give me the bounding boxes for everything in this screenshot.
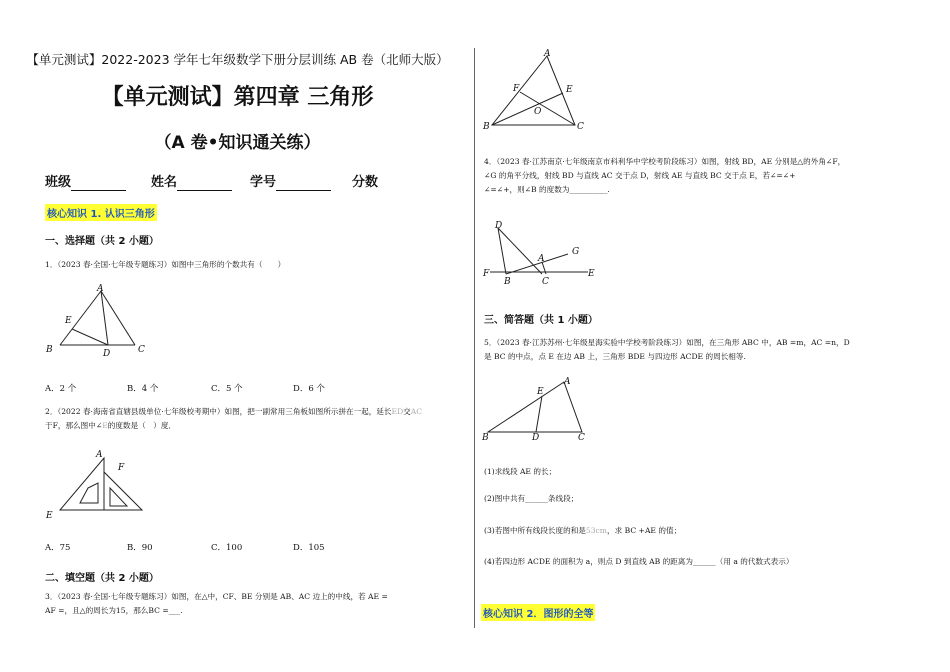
name-label: 姓名 (151, 175, 178, 190)
q2-option-c[interactable]: C．100 (211, 543, 243, 553)
q3-figure (480, 48, 595, 133)
q5-sub-3-value: 53cm (585, 526, 608, 535)
question-2 (45, 405, 465, 433)
page-title: 【单元测试】第四章 三角形 (101, 85, 374, 110)
q5-sub-1: (1)求线段 AE 的长； (484, 467, 557, 476)
q3-label-f: F (513, 84, 520, 94)
knowledge-heading-1: 核心知识 1. 认识三角形 (45, 204, 157, 221)
q5-label-b: B (482, 433, 489, 443)
q4-text-3: F， (832, 157, 846, 166)
q2-option-a[interactable]: A．75 (45, 543, 71, 553)
q2-label-f: F (118, 463, 125, 473)
q4-text-10: + (503, 185, 510, 194)
q4-text-11: ，则∠ (509, 185, 532, 194)
q2-math-1: ED (391, 407, 404, 416)
section-choice: 一、选择题（共 2 小题） (45, 236, 159, 247)
q5-label-e: E (537, 387, 544, 397)
q2-label-a: A (96, 450, 103, 460)
section-short-answer: 三、简答题（共 1 小题） (484, 315, 598, 326)
id-blank[interactable] (276, 175, 331, 191)
q5-label-a: A (564, 377, 571, 387)
q3-label-o: O (534, 107, 542, 117)
q3-label-a: A (544, 49, 551, 59)
q1-option-c[interactable]: C．5 个 (211, 384, 243, 394)
q1-label-e: E (65, 316, 72, 326)
q3-label-e: E (566, 85, 573, 95)
q4-label-f: F (483, 269, 490, 279)
page-header-line: 【单元测试】2022-2023 学年七年级数学下册分层训练 AB 卷（北师大版） (26, 52, 449, 67)
q4-label-e: E (588, 269, 595, 279)
q1-label-c: C (138, 345, 145, 355)
q4-text-12: B 的度数为__________. (531, 185, 610, 194)
q3-text-3: AF = (45, 606, 65, 615)
q3-text-4: ，且△ (64, 606, 86, 615)
q5-label-d: D (532, 433, 540, 443)
q2-math-3: E (102, 421, 108, 430)
q3-text-1: 3．（2023 春·全国·七年级专题练习）如图，在△ (45, 592, 208, 601)
q2-option-d[interactable]: D．105 (293, 543, 325, 553)
column-divider (474, 48, 475, 628)
question-3 (45, 590, 465, 618)
q5-sub-3-text-b: ，求 BC + (607, 526, 645, 535)
q4-text-2: 的外角∠ (803, 157, 833, 166)
q2-text-2: 交 (403, 407, 411, 416)
name-blank[interactable] (177, 175, 232, 191)
q4-text-6: =∠ (776, 171, 790, 180)
id-field (250, 171, 331, 191)
q5-sub-3-text-c: AE 的值； (644, 526, 682, 535)
q5-text-1: 5．（2023 春·江苏苏州·七年级星海实验中学校考阶段练习）如图，在三角形 ABC 中，AB = (484, 338, 797, 347)
q1-option-a[interactable]: A．2 个 (45, 384, 77, 394)
knowledge-heading-2: 核心知识 2．图形的全等 (481, 604, 595, 621)
q5-sub-3-text-a: (3)若图中所有线段长度的和是 (484, 526, 586, 535)
q4-text-8: ∠ (484, 185, 491, 194)
q4-label-a: A (538, 254, 545, 264)
id-label: 学号 (250, 175, 277, 190)
q1-label-a: A (97, 284, 104, 294)
q4-label-d: D (495, 221, 503, 231)
q2-figure (40, 448, 170, 526)
q4-label-g: G (572, 247, 580, 257)
q4-figure (480, 218, 600, 288)
class-field (45, 171, 126, 191)
q1-label-d: D (103, 349, 111, 358)
q1-option-b[interactable]: B．4 个 (127, 384, 159, 394)
score-field (352, 171, 378, 190)
q5-text-3: n，D (831, 338, 850, 347)
q2-option-b[interactable]: B．90 (127, 543, 153, 553)
q3-label-b: B (483, 122, 490, 132)
q5-label-c: C (578, 433, 585, 443)
q5-figure (480, 374, 600, 444)
q5-sub-3 (484, 524, 681, 538)
class-label: 班级 (45, 175, 72, 190)
q2-text-3: 于F，那么图中∠ (45, 421, 103, 430)
q5-sub-2: (2)图中共有______条线段； (484, 494, 579, 503)
q4-label-b: B (504, 277, 511, 287)
q5-text-2: m，AC = (796, 338, 832, 347)
class-blank[interactable] (71, 175, 126, 191)
name-field (151, 171, 232, 191)
q4-text-9: =∠ (490, 185, 504, 194)
section-fill: 二、填空题（共 2 小题） (45, 573, 159, 584)
question-5 (484, 336, 924, 364)
q1-option-d[interactable]: D．6 个 (293, 384, 325, 394)
question-4 (484, 155, 924, 197)
score-label: 分数 (352, 175, 379, 190)
q1-figure (40, 283, 160, 358)
q2-math-2: AC (410, 407, 423, 416)
q2-text-4: 的度数是（ ）度． (107, 421, 177, 430)
q4-text-7: + (789, 171, 796, 180)
question-1: 1．（2023 春·全国·七年级专题练习）如图中三角形的个数共有（ ） (45, 260, 286, 269)
page-subtitle: （A 卷•知识通关练） (154, 133, 321, 153)
q1-label-b: B (46, 345, 53, 355)
q2-label-e: E (46, 511, 53, 521)
q3-text-2: 中，CF、BE 分别是 AB、AC 边上的中线，若 AE = (207, 592, 388, 601)
q5-sub-4: (4)若四边形 ACDE 的面积为 a，则点 D 到直线 AB 的距离为______（用 a 的代数式表示） (484, 557, 794, 566)
q4-text-4: ∠ (484, 171, 491, 180)
q4-text-1: 4．（2023 春·江苏南京·七年级南京市科利华中学校考阶段练习）如图，射线 BD，AE 分别是△ (484, 157, 804, 166)
q3-label-c: C (577, 122, 584, 132)
q4-text-5: G 的角平分线，射线 BD 与直线 AC 交于点 D，射线 AE 与直线 BC 交于点 E，若∠ (490, 171, 777, 180)
q5-text-4: 是 BC 的中点，点 E 在边 AB 上，三角形 BDE 与四边形 ACDE 的周长相等. (484, 352, 746, 361)
q4-label-c: C (542, 277, 549, 287)
q2-text-1: 2．（2022 春·海南省直辖县级单位·七年级校考期中）如图，把一副常用三角板如图所示拼在一起，延长 (45, 407, 392, 416)
q3-text-5: 的周长为15，那么BC =___. (85, 606, 183, 615)
